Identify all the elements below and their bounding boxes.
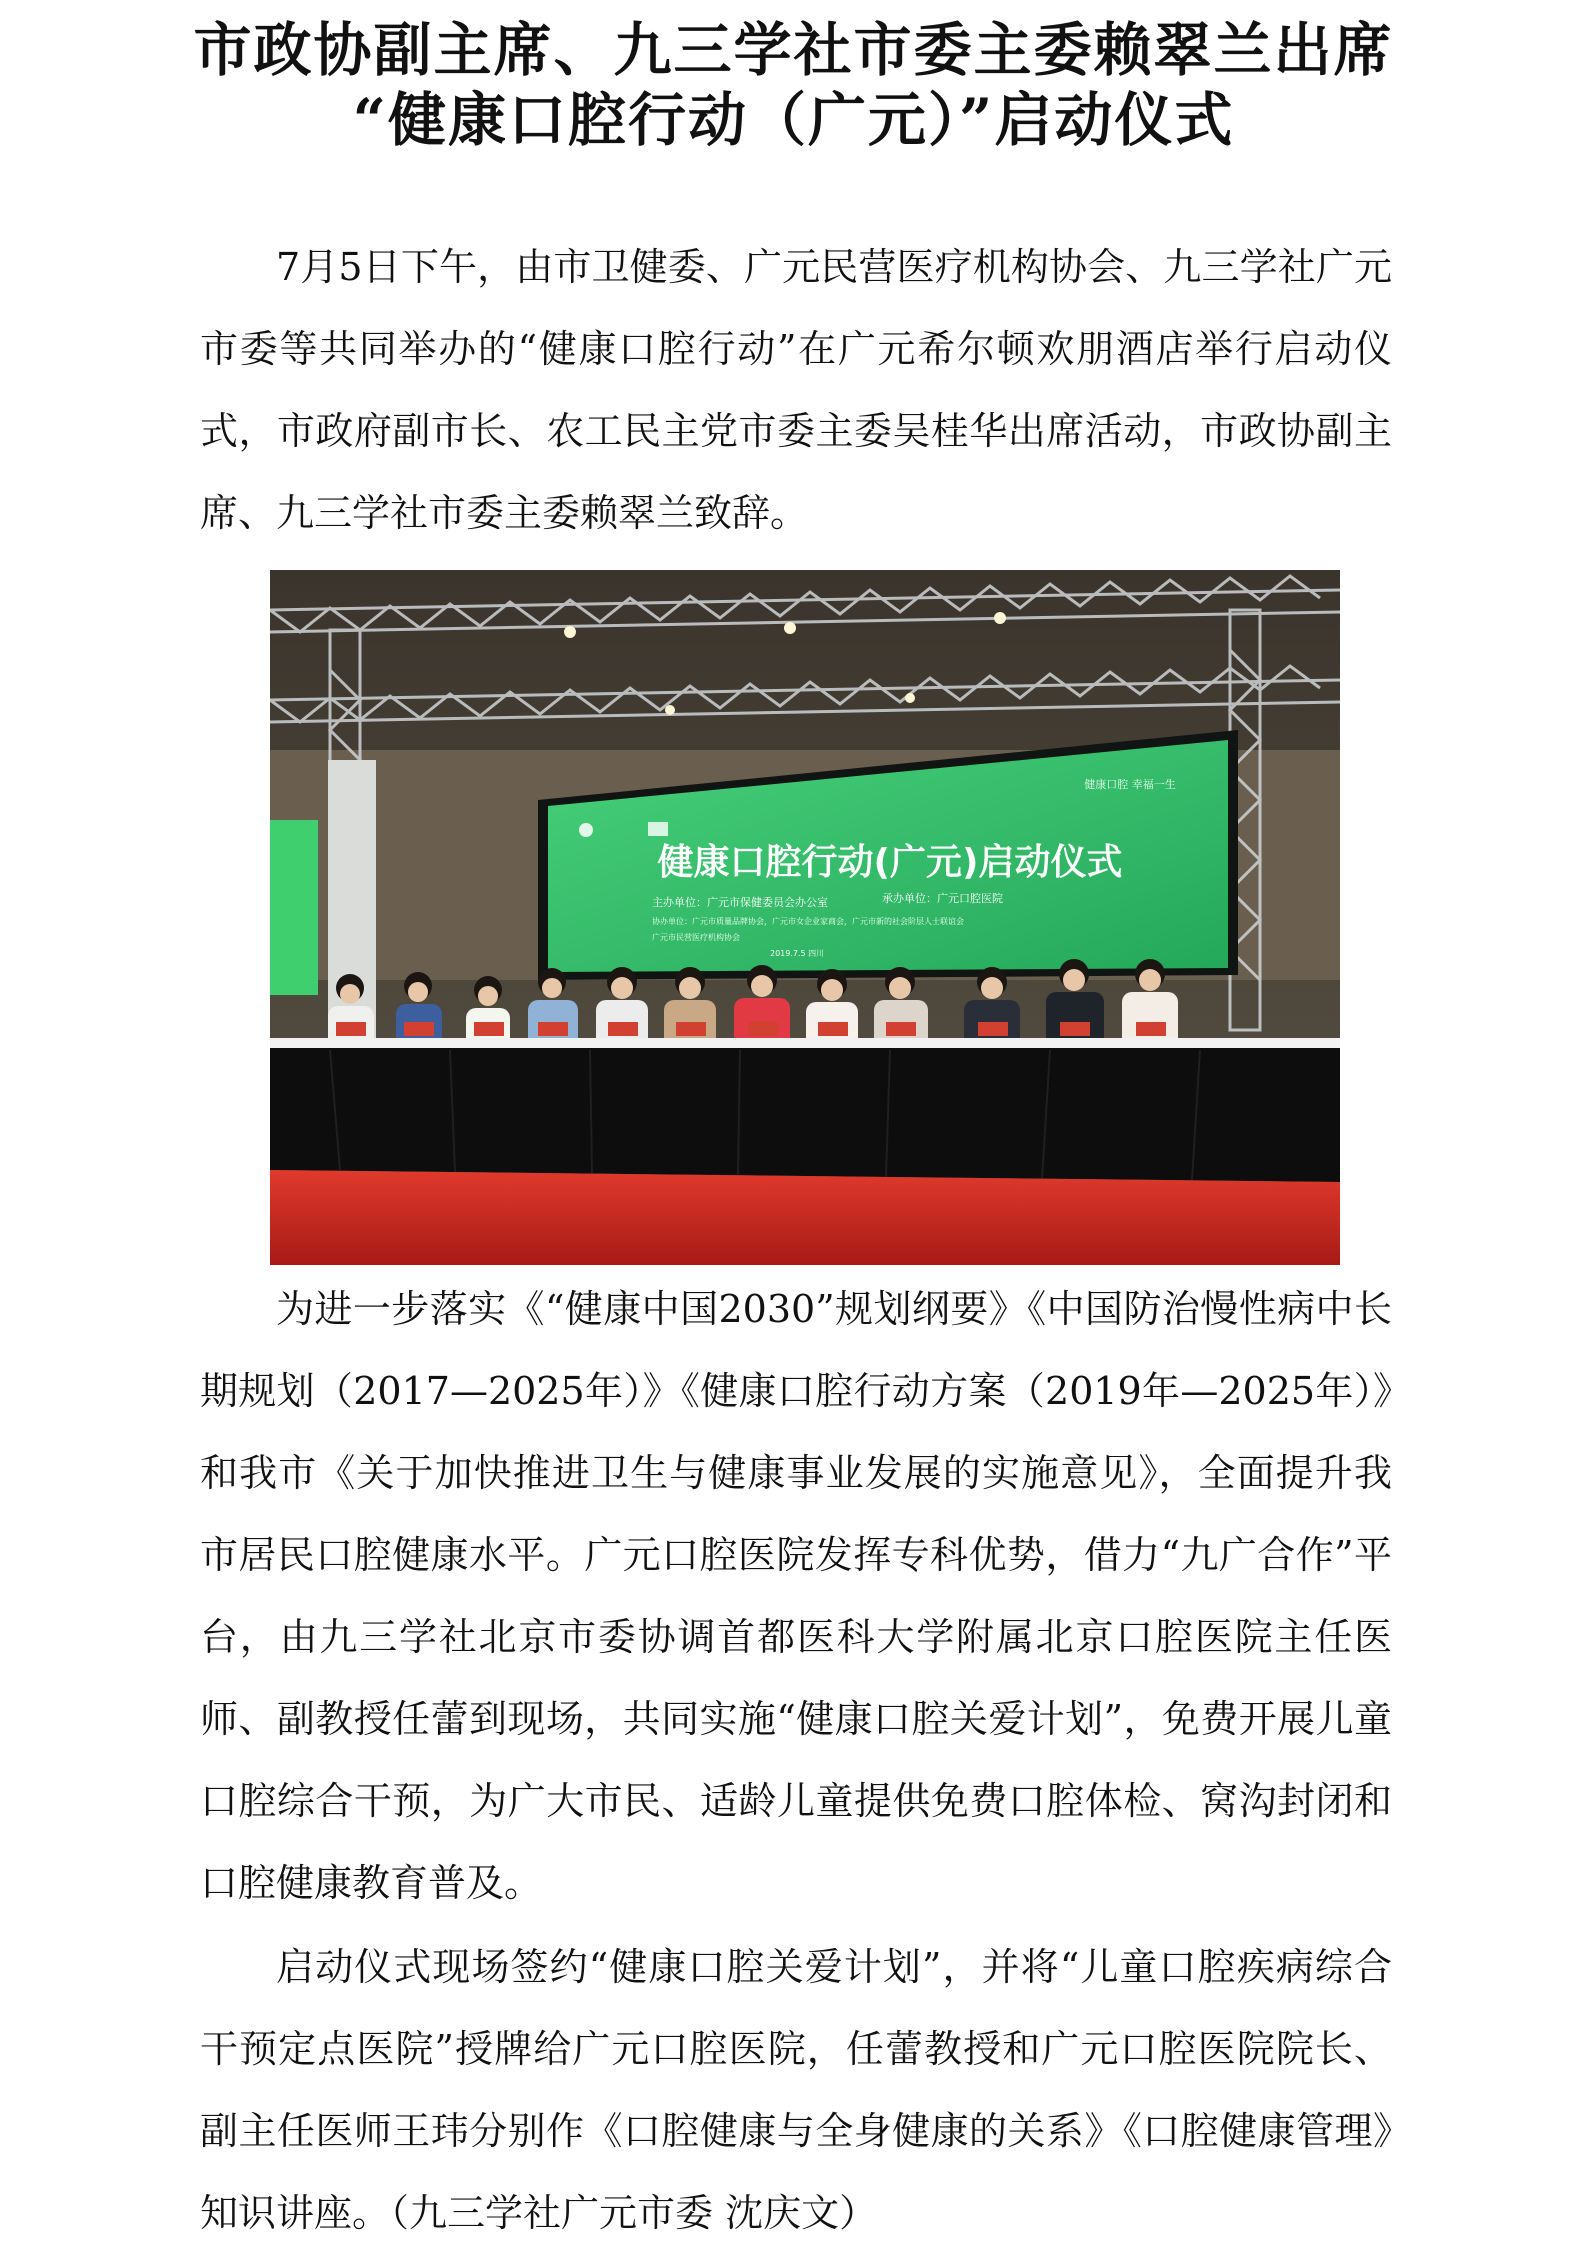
paragraph-2: 为进一步落实《“健康中国2030”规划纲要》《中国防治慢性病中长期规划（2017—2025年）》《健康口腔行动方案（2019年—2025年）》和我市《关于加快推进卫生与健康事业发展的实施意见》，全面提升我市居民口腔健康水平。广元口腔医院发挥专科优势，借力“九广合作”平台，由九三学社北京市委协调首都医科大学附属北京口腔医院主任医师、副教授任蕾到现场，共同实施“健康口腔关爱计划”，免费开展儿童口腔综合干预，为广大市民、适龄儿童提供免费口腔体检、窝沟封闭和口腔健康教育普及。 bbox=[200, 1287, 1392, 1905]
screen-logo2-icon bbox=[648, 822, 668, 836]
screen-title: 健康口腔行动(广元)启动仪式 bbox=[657, 842, 1123, 883]
paragraph-1: 7月5日下午，由市卫健委、广元民营医疗机构协会、九三学社广元市委等共同举办的“健康口腔行动”在广元希尔顿欢朋酒店举行启动仪式，市政府副市长、农工民主党市委主委吴桂华出席活动，市政协副主席、九三学社市委主委赖翠兰致辞。 bbox=[200, 245, 1392, 535]
screen-organizer: 承办单位：广元口腔医院 bbox=[882, 892, 1003, 905]
screen-host: 主办单位：广元市保健委员会办公室 bbox=[652, 896, 828, 909]
article-title-line2: “健康口腔行动（广元）”启动仪式 bbox=[352, 86, 1235, 154]
screen-co-organizers-2: 广元市民营医疗机构协会 bbox=[652, 933, 740, 942]
paragraph-3: 启动仪式现场签约“健康口腔关爱计划”，并将“儿童口腔疾病综合干预定点医院”授牌给广元口腔医院，任蕾教授和广元口腔医院院长、副主任医师王玮分别作《口腔健康与全身健康的关系》《口腔健康管理》知识讲座。（九三学社广元市委 沈庆文） bbox=[200, 1945, 1392, 2235]
article-title-line1: 市政协副主席、九三学社市委主委赖翠兰出席 bbox=[193, 16, 1394, 84]
table-cloth bbox=[270, 1048, 1340, 1182]
red-carpet bbox=[270, 1170, 1340, 1265]
event-photo bbox=[270, 570, 1340, 1265]
table-top bbox=[270, 1038, 1340, 1048]
screen-date: 2019.7.5 四川 bbox=[770, 949, 825, 958]
screen-logo-icon bbox=[579, 823, 593, 837]
screen-slogan: 健康口腔 幸福一生 bbox=[1084, 778, 1176, 791]
screen-co-organizers: 协办单位：广元市质量品牌协会，广元市女企业家商会，广元市新的社会阶层人士联谊会 bbox=[652, 917, 964, 926]
